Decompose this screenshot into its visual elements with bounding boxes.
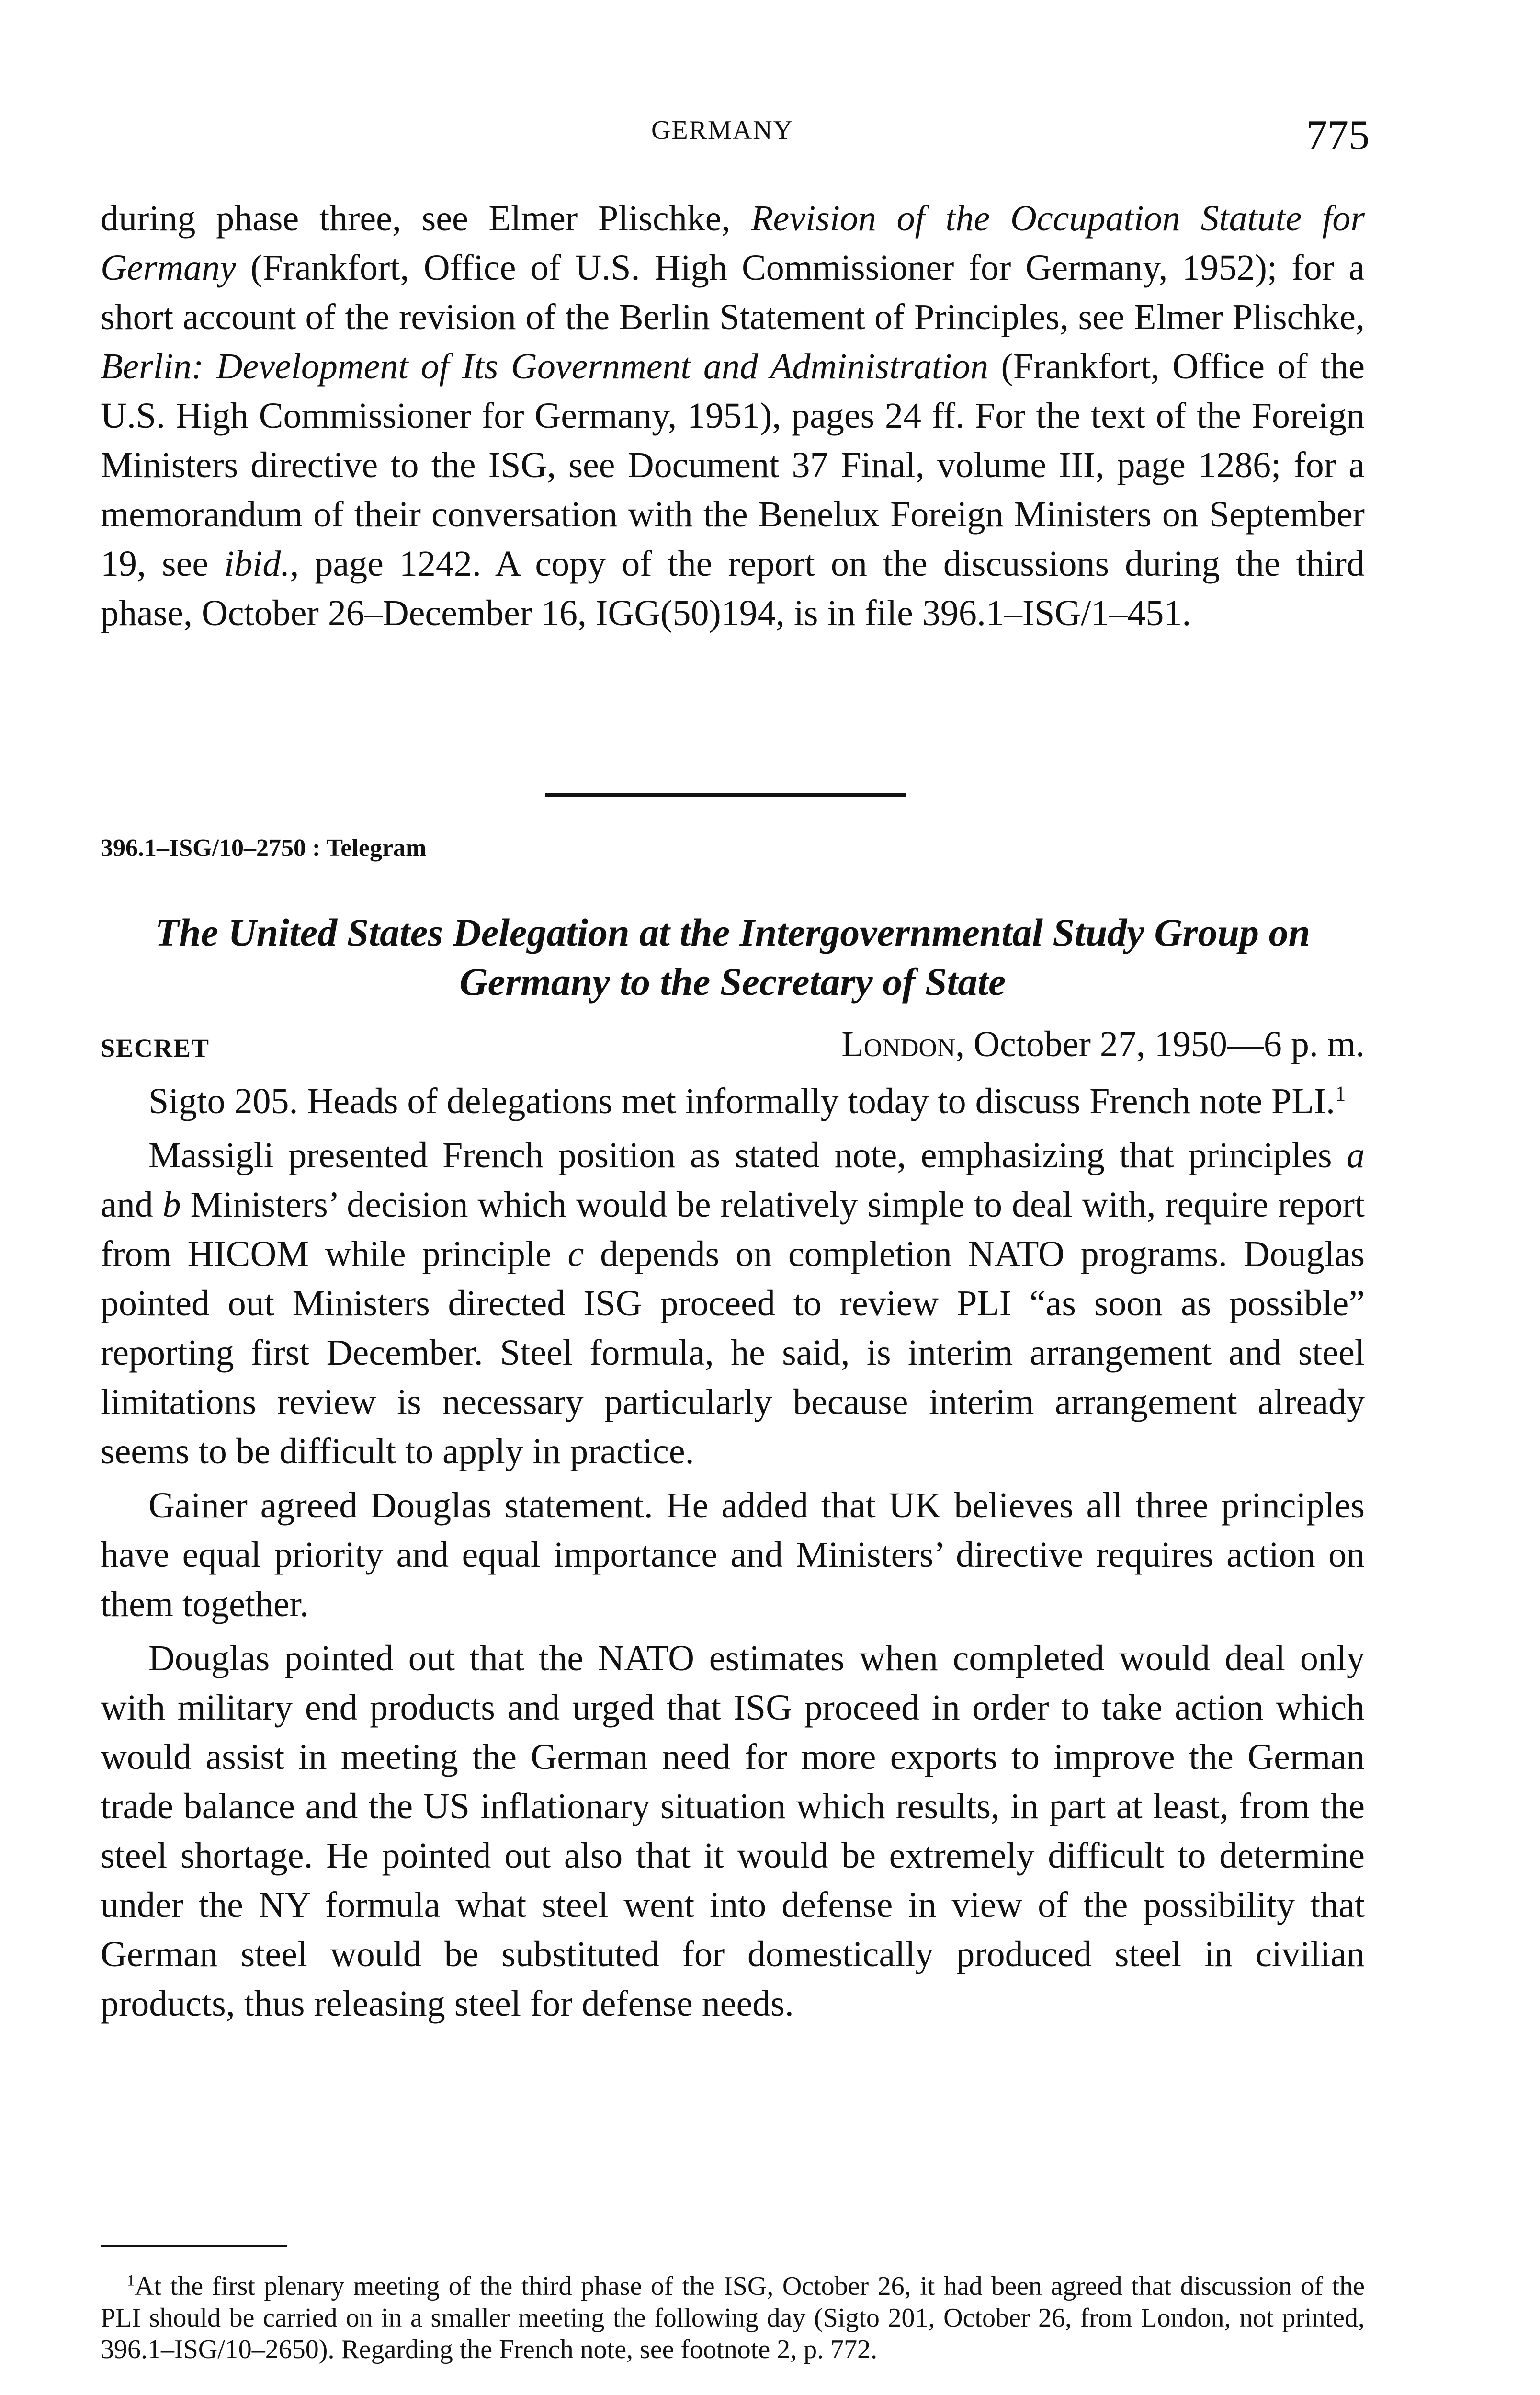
telegram-paragraph-2-text-3: Ministers’ decision which would be relatively simple to deal with, require report from HICOM while principle [101,1185,1365,1274]
continued-footnote-text-4: , page 1242. A copy of the report on the discussions during the third phase, October 26–December 16, IGG(50)194, is in file 396.1–ISG/1–451. [101,544,1365,633]
telegram-paragraph-1-text: Sigto 205. Heads of delegations met informally today to discuss French note PLI. [148,1081,1336,1121]
telegram-paragraph-2 [101,1131,1365,1476]
principle-a: a [1347,1135,1365,1175]
telegram-paragraph-3: Gainer agreed Douglas statement. He added that UK believes all three principles have equal priority and equal importance and Ministers’ directive requires action on them together. [101,1485,1365,1624]
dateline [841,1024,1365,1065]
classification-dateline [101,1024,1365,1076]
page-header [101,111,1370,169]
publication-title-berlin: Berlin: Development of Its Government and Administration [101,346,989,387]
footnote-text: At the first plenary meeting of the third phase of the ISG, October 26, it had been agreed that discussion of the PLI should be carried on in a smaller meeting the following day (Sigto 201, October 26, from London, not printed, 396.1–ISG/10–2650). Regarding the French note, see footnote 2, p. 772. [101,2271,1365,2364]
publication-title-revision: Revision of the Occupation Statute for Germany [101,198,1365,288]
continued-footnote-text-1: during phase three, see Elmer Plischke, [101,198,751,239]
continued-footnote-text-3: (Frankfort, Office of the U.S. High Commissioner for Germany, 1951), pages 24 ff. For the text of the Foreign Ministers directive to the ISG, see Document 37 Final, volume III, page 1286; for a memorandum of their conversation with the Benelux Foreign Ministers on September 19, see [101,346,1365,584]
telegram-paragraph-2-text-4: depends on completion NATO programs. Douglas pointed out Ministers directed ISG proceed to review PLI “as soon as possible” reporting first December. Steel formula, he said, is interim arrangement and steel limitations review is necessary particularly because interim arrangement already seems to be difficult to apply in practice. [101,1234,1365,1471]
footnote-reference-1: 1 [1335,1082,1346,1106]
section-divider [545,793,906,797]
ibid-reference: ibid. [224,544,290,584]
running-head: GERMANY [651,115,794,145]
telegram-paragraph-2-text-2: and [101,1185,163,1225]
file-reference: 396.1–ISG/10–2750 : Telegram [101,834,427,862]
footnote-marker: 1 [127,2272,135,2290]
page-number: 775 [1306,112,1370,159]
telegram-body [101,1077,1365,2033]
page-footnote [101,2270,1365,2365]
telegram-paragraph-4: Douglas pointed out that the NATO estimates when completed would deal only with military end products and urged that ISG proceed in order to take action which would assist in meeting the German need for more exports to improve the German trade balance and the US inflationary situation which results, in part at least, from the steel shortage. He pointed out also that it would be extremely difficult to determine under the NY formula what steel went into defense in view of the possibility that German steel would be substituted for domestically produced steel in civilian products, thus releasing steel for defense needs. [101,1638,1365,2024]
continued-footnote-text-2: (Frankfort, Office of U.S. High Commissioner for Germany, 1952); for a short account of the revision of the Berlin Statement of Principles, see Elmer Plischke, [101,248,1365,337]
document-title: The United States Delegation at the Intergovernmental Study Group on Germany to the Secretary of State [155,910,1311,1004]
continued-footnote [101,194,1365,638]
classification-label: SECRET [101,1034,210,1062]
footnote-divider [101,2245,287,2247]
dateline-place: London [841,1024,956,1064]
dateline-date-time: , October 27, 1950—6 p. m. [955,1024,1365,1064]
telegram-paragraph-1 [101,1077,1365,1126]
principle-b: b [162,1185,181,1225]
telegram-paragraph-2-text-1: Massigli presented French position as stated note, emphasizing that principles [148,1135,1347,1175]
continued-footnote-paragraph [101,194,1365,638]
principle-c: c [567,1234,584,1274]
